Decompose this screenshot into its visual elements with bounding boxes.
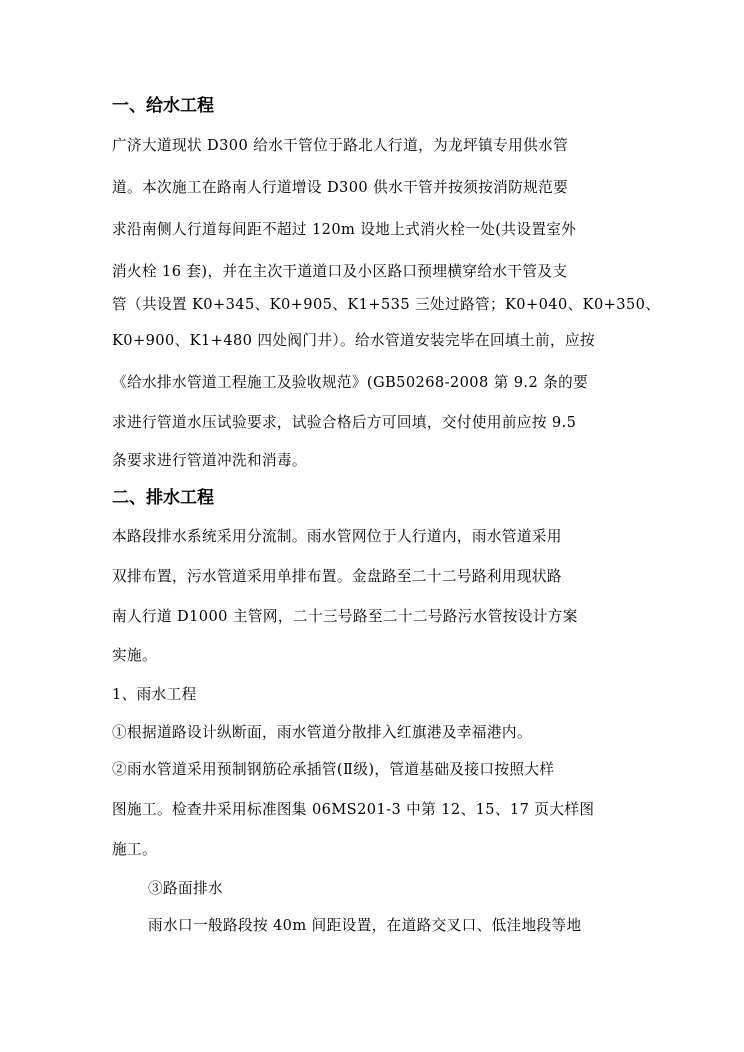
list-item: ①根据道路设计纵断面，雨水管道分散排入红旗港及幸福港内。 — [112, 724, 532, 741]
paragraph-line: 道。本次施工在路南人行道增设 D300 供水干管并按须按消防规范要 — [112, 179, 569, 196]
paragraph-line: 求进行管道水压试验要求，试验合格后方可回填，交付使用前应按 9.5 — [112, 414, 577, 431]
paragraph-line: 广济大道现状 D300 给水干管位于路北人行道，为龙坪镇专用供水管 — [112, 137, 569, 154]
list-item-continuation: 施工。 — [112, 841, 157, 858]
paragraph-line: 消火栓 16 套)，并在主次干道道口及小区路口预埋横穿给水干管及支 — [112, 263, 568, 280]
paragraph-line: 求沿南侧人行道每间距不超过 120m 设地上式消火栓一处(共设置室外 — [112, 221, 577, 238]
paragraph-line: 条要求进行管道冲洗和消毒。 — [112, 452, 307, 469]
paragraph-line: K0+900、K1+480 四处阀门井）。给水管道安装完毕在回填土前，应按 — [112, 332, 595, 349]
list-item-continuation: 图施工。检查井采用标准图集 06MS201-3 中第 12、15、17 页大样图 — [112, 801, 595, 818]
paragraph-line: 实施。 — [112, 647, 157, 664]
paragraph-line: 南人行道 D1000 主管网，二十三号路至二十二号路污水管按设计方案 — [112, 608, 578, 625]
paragraph-line: 本路段排水系统采用分流制。雨水管网位于人行道内，雨水管道采用 — [112, 528, 562, 545]
paragraph-line: 雨水口一般路段按 40m 间距设置，在道路交叉口、低洼地段等地 — [148, 917, 582, 934]
list-item: ②雨水管道采用预制钢筋砼承插管(Ⅱ级)，管道基础及接口按照大样 — [112, 761, 555, 778]
paragraph-line: 《给水排水管道工程施工及验收规范》(GB50268-2008 第 9.2 条的要 — [112, 374, 589, 391]
paragraph-line: 管（共设置 K0+345、K0+905、K1+535 三处过路管；K0+040、K0+350、 — [112, 296, 661, 313]
subsection-title-rainwater: 1、雨水工程 — [112, 686, 197, 703]
list-item: ③路面排水 — [148, 880, 223, 897]
paragraph-line: 双排布置，污水管道采用单排布置。金盘路至二十二号路利用现状路 — [112, 568, 562, 585]
section-heading-water-supply: 一、给水工程 — [112, 96, 214, 116]
section-heading-drainage: 二、排水工程 — [112, 488, 214, 508]
